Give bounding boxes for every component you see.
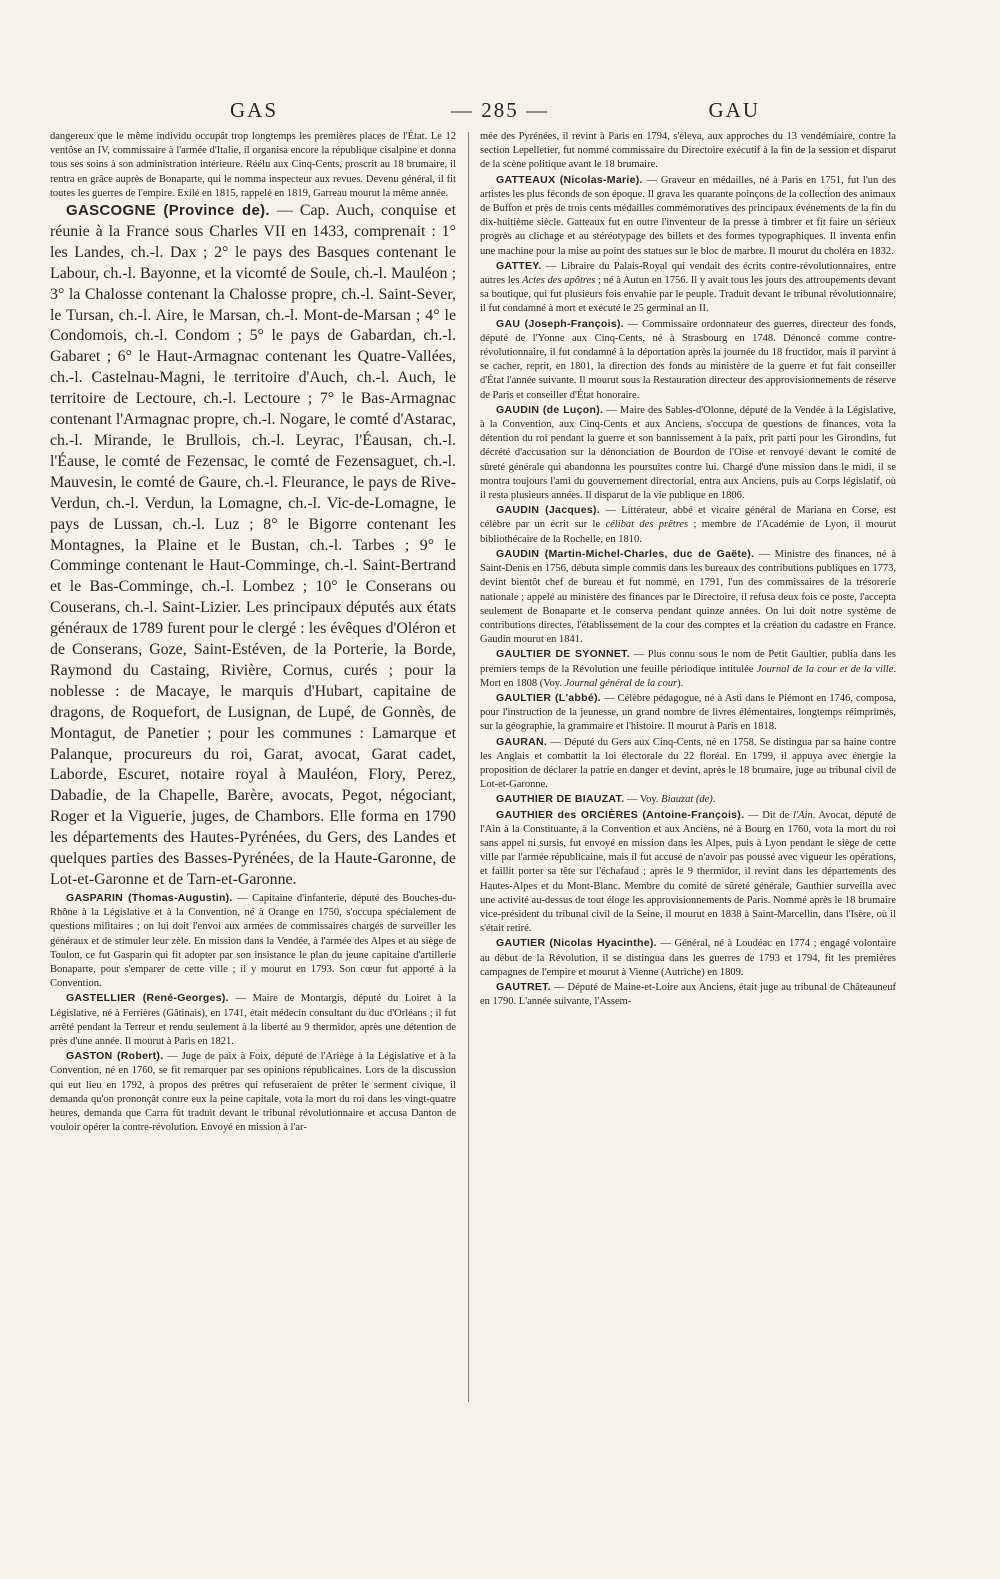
headword-gautret: GAUTRET. [496, 980, 551, 993]
right-column [480, 130, 896, 1410]
entry-gaultier-abbe [480, 691, 896, 735]
entry-gattey-title: Actes des apôtres [522, 275, 596, 287]
entry-gauthier-biauzat-ref: Biauzat (de) [661, 794, 713, 806]
headword-gaudin-jacques: GAUDIN (Jacques). [496, 504, 601, 517]
entry-gauran [480, 735, 896, 793]
entry-gasparin [50, 891, 456, 991]
running-head [60, 98, 940, 126]
entry-gauthier-biauzat-end: . [712, 794, 716, 806]
headword-gaultier-abbe: GAULTIER (L'abbé). [496, 691, 601, 704]
headword-gaudin-lucon: GAUDIN (de Luçon). [496, 403, 604, 416]
entry-gau [480, 317, 896, 403]
entry-gautier [480, 936, 896, 980]
entry-gaultier-syonnet-title2: Journal général de la cour [564, 677, 678, 689]
entry-gaudin-martin-text: — Ministre des finances, né à Saint-Denis en 1756, débuta simple commis dans les bureaux des contributions publiques en 1773, devint bientôt chef de bureau et fut nommé, en 1791, l'un des commissaires de la trésorerie nationale ; appelé au ministère des finances par le Directoire, il refusa deux fois ce poste, l'accepta seulement de Bonaparte et le conserva pendant quinze années. On lui doit notre système de contributions directes, l'établissement de la cour des comptes et la création du cadastre en France. Gaudin mourut en 1841. [480, 548, 896, 646]
entry-gattey-text-end: ; né à Autun en 1756. Il y avait tous les jours des attroupements devant sa boutique, qui fut plusieurs fois envahie par le peuple. Traduit devant le tribunal révolutionnaire, il fut condamné à mort et exécuté le 25 germinal an II. [480, 275, 896, 315]
entry-gaston [50, 1049, 456, 1135]
entry-gauthier-orcieres-nickname: l'Ain [793, 809, 813, 821]
headword-gascogne: GASCOGNE (Province de). [66, 202, 270, 220]
entry-gattey-text: — Libraire du Palais-Royal qui vendait des écrits contre-révolutionnaires, entre autres les [480, 260, 896, 287]
entry-gaultier-syonnet-text2: . Mort en 1808 (Voy. [480, 663, 896, 689]
entry-gauthier-orcieres-text: — Dit de [744, 809, 793, 821]
entry-gauran-text: — Député du Gers aux Cinq-Cents, né en 1758. Se distingua par sa haine contre les Anglais et combattit la loi électorale du 22 floréal. En 1799, il appuya avec énergie la proposition de déclarer la patrie en danger et devint, après le 18 brumaire, juge au tribunal civil de Lot-et-Garonne. [480, 736, 896, 791]
headword-gasparin: GASPARIN (Thomas-Augustin). [66, 891, 233, 904]
entry-gauthier-biauzat [480, 792, 896, 807]
entry-gaudin-jacques-text-end: ; membre de l'Académie de Lyon, il mourut bibliothécaire de la Rochelle, en 1810. [480, 519, 896, 545]
entry-gaudin-jacques-title: célibat des prêtres [605, 519, 689, 531]
entry-gautret [480, 980, 896, 1009]
left-column [50, 130, 456, 1395]
entry-gauthier-orcieres-text2: . Avocat, député de l'Ain à la Constituante, à la Convention et aux Anciens, né à Bourg en 1760, vota la mort du roi sans appel ni sursis, fut envoyé en mission dans les Alpes, puis à Lyon pendant le siège de cette ville par l'armée républicaine, mais il fut accusé de n'avoir pas poussé avec vigueur les opérations, et faillit porter sa tête sur l'échafaud ; après le 9 thermidor, il revint dans les départements des Hautes-Alpes et du Mont-Blanc. Membre du comité de sûreté générale, Gauthier surveilla avec une activité au-dessus de tout éloge les approvisionnements de Paris. Nommé après le 18 brumaire vice-président du tribunal civil de la Seine, il mourut en 1838 à Saint-Marcellin, dans l'Isère, où il s'était retiré. [480, 809, 896, 935]
headword-gauthier-orcieres: GAUTHIER des ORCIÈRES (Antoine-François). [496, 808, 745, 821]
entry-gaultier-syonnet-text: — Plus connu sous le nom de Petit Gaultier, publia dans les premiers temps de la Révolution une feuille périodique intitulée [480, 649, 896, 675]
column-divider [468, 132, 469, 1402]
entry-gaston-continuation: mée des Pyrénées, il revint à Paris en 1794, s'éleva, aux approches du 13 vendémiaire, contre la section Lepelletier, fut nommé commissaire du Directoire exécutif à la fin de la session et disparut de la scène politique avant le 18 brumaire. [480, 131, 896, 171]
entry-gauthier-orcieres [480, 808, 896, 937]
headword-gautier: GAUTIER (Nicolas Hyacinthe). [496, 937, 657, 950]
entry-gattey [480, 259, 896, 317]
entry-gastellier-text: — Maire de Montargis, député du Loiret à la Législative, né à Ferrières (Gâtinais), en 1741, était médecin consultant du duc d'Orléans ; il fut arrêté pendant la Terreur et rendu seulement à la liberté au 9 thermidor, après une détention de près d'une année. Il mourut à Paris en 1821. [50, 993, 456, 1047]
entry-gau-text: — Commissaire ordonnateur des guerres, directeur des fonds, député de l'Yonne aux Cinq-Cents, né à Strasbourg en 1748. Dénoncé comme contre-révolutionnaire, il fut condamné à la déportation après la journée du 18 fructidor, mais il parvint à se cacher, reprit, en 1801, la direction des fonds au ministère de la guerre et fut fait conseiller d'État l'année suivante. Il mourut sous la Restauration directeur des approvisionnements de réserve de Paris et conseiller d'État honoraire. [480, 318, 896, 401]
headword-gaudin-martin: GAUDIN (Martin-Michel-Charles, duc de Gaëte). [496, 547, 755, 560]
headword-gaultier-syonnet: GAULTIER DE SYONNET. [496, 648, 630, 661]
entry-gaudin-jacques [480, 503, 896, 547]
headword-gau: GAU (Joseph-François). [496, 317, 624, 330]
entry-gaudin-lucon [480, 403, 896, 503]
entry-gastellier [50, 991, 456, 1049]
entry-gaultier-abbe-text: — Célèbre pédagogue, né à Asti dans le Piémont en 1746, composa, pour l'instruction de la jeunesse, un grand nombre de livres élémentaires, longtemps réimprimés, sur la géographie, la grammaire et l'histoire. Il mourut à Paris en 1818. [480, 692, 896, 733]
entry-gaultier-syonnet [480, 647, 896, 691]
entry-gaudin-jacques-text: — Littérateur, abbé et vicaire général de Mariana en Corse, est célèbre par un écrit sur le [480, 505, 896, 531]
headword-gaston: GASTON (Robert). [66, 1050, 164, 1063]
entry-gaudin-martin [480, 547, 896, 647]
page-number: — 285 — [451, 98, 549, 122]
headword-gauthier-biauzat: GAUTHIER DE BIAUZAT. [496, 793, 625, 806]
headword-gattey: GATTEY. [496, 259, 542, 272]
entry-gaston-text: — Juge de paix à Foix, député de l'Ariège à la Législative et à la Convention, né en 1760, se fit remarquer par ses opinions républicaines. Lors de la discussion qui eut lieu en 1792, à propos des prêtres qui refuseraient de prêter le serment civique, il demanda qu'on prononçât contre eux la peine capitale, vota la mort du roi dans les vingt-quatre heures, demanda que Carra fût traduit devant le tribunal révolutionnaire et accusa Danton de vouloir opérer la contre-révolution. Envoyé en mission à l'ar- [50, 1051, 456, 1134]
headword-gauran: GAURAN. [496, 735, 548, 748]
headword-gatteaux: GATTEAUX (Nicolas-Marie). [496, 173, 643, 186]
entry-gautier-text: — Général, né à Loudéac en 1774 ; engagé volontaire au début de la Révolution, il se distingua dans les guerres de 1793 et 1794, fit les premières campagnes de l'empire et mourut à Vienne (Autriche) en 1809. [480, 938, 896, 978]
entry-gaudin-lucon-text: — Maire des Sables-d'Olonne, député de la Vendée à la Législative, à la Convention, aux Cinq-Cents et aux Anciens, s'occupa de questions de finances, vota la détention du roi pendant la guerre et son bannissement à la paix, prit parti pour les Girondins, fut décrété d'accusation sur la dénonciation de Bourdon de l'Oise et renvoyé devant le comité de sûreté générale qui abandonna les poursuites contre lui. Chargé d'une mission dans le midi, il se montra toujours l'ami du gouvernement directorial, entra aux Anciens, puis au Corps législatif, où il resta plusieurs années. Il disparut de la vie publique en 1806. [480, 404, 896, 502]
entry-gatteaux [480, 173, 896, 259]
headword-gastellier: GASTELLIER (René-Georges). [66, 992, 229, 1005]
entry-gasparin-text: — Capitaine d'infanterie, député des Bouches-du-Rhône à la Législative et à la Convention, né à Orange en 1750, s'occupa spécialement de questions militaires ; on lui doit l'envoi aux armées de commissaires chargés de surveiller les généraux et de stimuler leur zèle. En mission dans la Vendée, à l'armée des Alpes et au siège de Toulon, ce fut Gasparin qui fit adopter par son insistance le plan du jeune capitaine d'artillerie Bonaparte, pour s'emparer de cette ville ; il y mourut en 1793. Son cœur fut apporté à la Convention. [50, 892, 456, 990]
entry-gaultier-syonnet-title1: Journal de la cour et de la ville [756, 663, 894, 675]
header-right-word: GAU [708, 98, 760, 122]
entry-gascogne [50, 201, 456, 891]
entry-garreau-continuation: dangereux que le même individu occupât trop longtemps les premières places de l'État. Le 12 ventôse an IV, commissaire à l'armée d'Italie, il organisa encore la république cisalpine et donna tous ses soins à son administration intérieure. Réélu aux Cinq-Cents, proscrit au 18 brumaire, il rentra en grâce auprès de Bonaparte, qui le nomma inspecteur aux revues. Devenu général, il fit toutes les guerres de l'empire. Exilé en 1815, rappelé en 1819, Garreau mourut la même année. [50, 131, 456, 199]
entry-gauthier-biauzat-text: — Voy. [624, 794, 662, 806]
entry-gautret-text: — Député de Maine-et-Loire aux Anciens, était juge au tribunal de Châteauneuf en 1790. L'année suivante, l'Assem- [480, 981, 896, 1008]
header-left-word: GAS [230, 98, 279, 122]
entry-gaultier-syonnet-text3: ). [677, 677, 684, 689]
entry-gascogne-text: — Cap. Auch, conquise et réunie à la France sous Charles VII en 1433, comprenait : 1° les Landes, ch.-l. Dax ; 2° le pays des Basques contenant le Labour, ch.-l. Bayonne, et la vicomté de Soule, ch.-l. Mauléon ; 3° la Chalosse contenant la Chalosse propre, ch.-l. Saint-Sever, le Tursan, ch.-l. Aire, le Marsan, ch.-l. Mont-de-Marsan ; 4° le Condomois, ch.-l. Condom ; 5° le pays de Gabardan, ch.-l. Gabaret ; 6° le Haut-Armagnac contenant les Quatre-Vallées, ch.-l. Castelnau-Magni, le territoire d'Auch, ch.-l. Auch, le territoire de Lectoure, ch.-l. Lectoure ; 7° le Bas-Armagnac contenant l'Armagnac propre, ch.-l. Nogare, le comté d'Astarac, ch.-l. Mirande, le Brullois, ch.-l. Leyrac, l'Éausan, ch.-l. l'Éause, le comté de Fezensac, le comté de Fezensaguet, ch.-l. Mauvesin, le comté de Gaure, ch.-l. Fleurance, le pays de Rive-Verdun, ch.-l. Verdun, la Lomagne, ch.-l. Vic-de-Lomagne, le pays de Lussan, ch.-l. Luz ; 8° le Bigorre contenant les Montagnes, la Plaine et le Bustan, ch.-l. Tarbes ; 9° le Comminge contenant le Haut-Comminge, ch.-l. Saint-Bertrand et le Bas-Comminge, ch.-l. Lombez ; 10° le Conserans ou Couserans, ch.-l. Saint-Lizier. Les principaux députés aux états généraux de 1789 furent pour le clergé : les évêques d'Oléron et de Conserans, Goze, Saint-Estéven, de la Porterie, la Borde, Raymond du Castaing, Rivière, Cornus, curés ; pour la noblesse : de Macaye, le marquis d'Hubart, capitaine de dragons, de Roquefort, de Lusignan, de Lupé, de Gonnès, de Montagut, de Panetier ; pour les communes : Lamarque et Palanque, procureurs du roi, Garat, avocat, Garat cadet, Laborde, Escuret, notaire royal à Mauléon, Flory, Perez, Dabadie, de la Chapelle, Barère, avocats, Pegot, négociant, Roger et la Viguerie, juges, de Chambors. Elle forma en 1790 les départements des Hautes-Pyrénées, du Gers, des Landes et quelques parties des Basses-Pyrénées, de la Haute-Garonne, de Lot-et-Garonne et de Tarn-et-Garonne. [50, 202, 456, 889]
entry-gatteaux-text: — Graveur en médailles, né à Paris en 1751, fut l'un des artistes les plus féconds de son époque. Il grava les quarante poinçons de la collection des animaux de Buffon et près de trois cents médailles commémoratives des principaux événements de la fin du dix-huitième siècle. Gatteaux fut en outre l'inventeur de la presse à timbrer et fit faire un sérieux progrès au clichage et au stéréotypage des billets et des formes typographiques. Il inventa enfin une machine pour la mise au point des statues sur le bloc de marbre. Il mourut du choléra en 1832. [480, 174, 896, 257]
